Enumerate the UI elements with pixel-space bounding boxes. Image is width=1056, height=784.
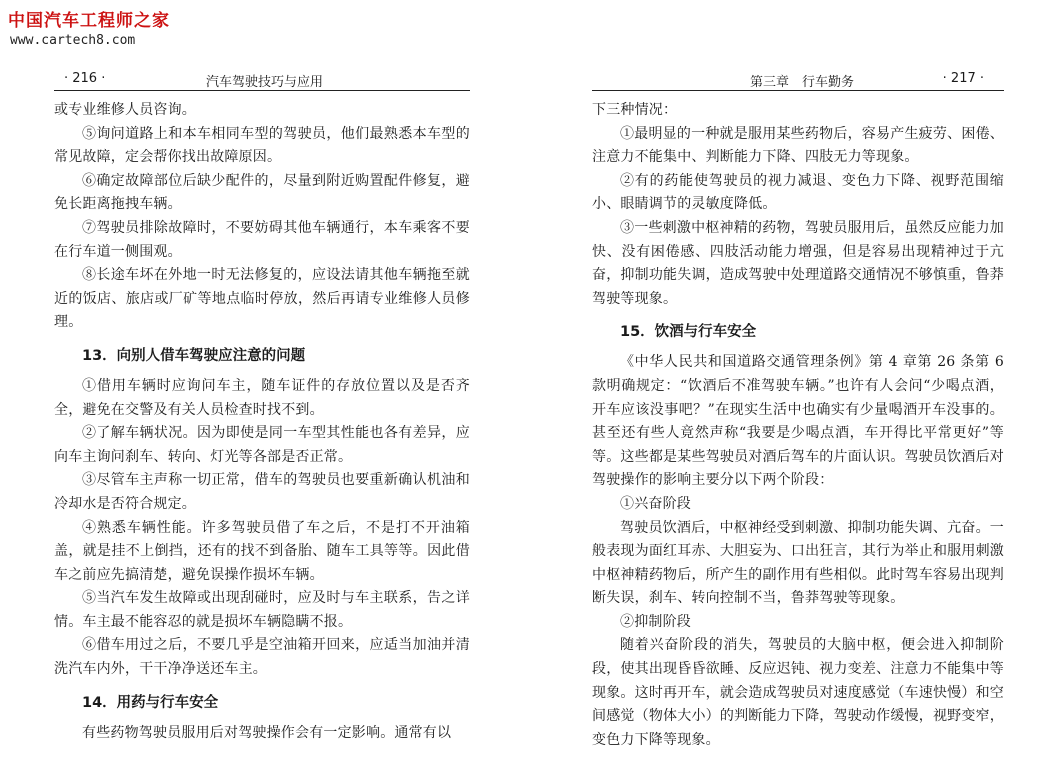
- left-page: [54, 62, 470, 745]
- paragraph: ②抑制阶段: [620, 613, 691, 630]
- right-page: [592, 62, 1004, 752]
- paragraph: ③尽管车主声称一切正常，借车的驾驶员也要重新确认机油和冷却水是否符合规定。: [54, 472, 470, 512]
- left-header-title: 汽车驾驶技巧与应用: [206, 75, 324, 90]
- right-page-number: · 217 ·: [942, 71, 984, 86]
- section-heading: 15．饮酒与行车安全: [620, 324, 757, 341]
- paragraph: ①兴奋阶段: [620, 495, 691, 512]
- paragraph: ⑤询问道路上和本车相同车型的驾驶员，他们最熟悉本车型的常见故障，定会帮你找出故障原因。: [54, 125, 470, 166]
- right-page-header: [592, 62, 1004, 91]
- watermark-logo-text: 中国汽车工程师之家: [8, 11, 170, 31]
- paragraph: ②了解车辆状况。因为即使是同一车型其性能也各有差异，应向车主询问刹车、转向、灯光等各部是否正常。: [54, 425, 470, 465]
- paragraph: 或专业维修人员咨询。: [54, 102, 196, 118]
- paragraph: 驾驶员饮酒后，中枢神经受到刺激、抑制功能失调、亢奋。一般表现为面红耳赤、大胆妄为、口出狂言，其行为举止和服用刺激中枢神精药物后，所产生的副作用有些相似。此时驾车容易出现判断失误，刹车、转向控制不当，鲁莽驾驶等现象。: [592, 519, 1004, 607]
- left-page-number: · 216 ·: [64, 71, 106, 86]
- paragraph: 《中华人民共和国道路交通管理条例》第 4 章第 26 条第 6 款明确规定：“饮酒后不准驾驶车辆。”也许有人会问“少喝点酒，开车应该没事吧？”在现实生活中也确实有少量喝酒开车没事的。甚至还有些人竟然声称“我要是少喝点酒，车开得比平常更好”等等。这些都是某些驾驶员对酒后驾车的片面认识。驾驶员饮酒后对驾驶操作的影响主要分以下两个阶段：: [592, 354, 1004, 489]
- paragraph: ⑤当汽车发生故障或出现刮碰时，应及时与车主联系，告之详情。车主最不能容忍的就是损坏车辆隐瞒不报。: [54, 590, 470, 630]
- paragraph: ②有的药能使驾驶员的视力减退、变色力下降、视野范围缩小、眼睛调节的灵敏度降低。: [592, 172, 1004, 213]
- paragraph: ①最明显的一种就是服用某些药物后，容易产生疲劳、困倦、注意力不能集中、判断能力下降、四肢无力等现象。: [592, 125, 1004, 166]
- paragraph: ⑥借车用过之后，不要几乎是空油箱开回来，应适当加油并清洗汽车内外，干干净净送还车主。: [54, 637, 470, 678]
- paragraph: ④熟悉车辆性能。许多驾驶员借了车之后，不是打不开油箱盖，就是挂不上倒挡，还有的找不到备胎、随车工具等等。因此借车之前应先搞清楚，避免误操作损坏车辆。: [54, 519, 470, 583]
- paragraph: ⑦驾驶员排除故障时，不要妨碍其他车辆通行，本车乘客不要在行车道一侧围观。: [54, 219, 470, 260]
- paragraph: ⑧长途车坏在外地一时无法修复的，应设法请其他车辆拖至就近的饭店、旅店或厂矿等地点临时停放，然后再请专业维修人员修理。: [54, 267, 470, 331]
- paragraph: 下三种情况：: [592, 102, 678, 118]
- left-page-header: [54, 62, 470, 91]
- paragraph: 随着兴奋阶段的消失，驾驶员的大脑中枢，便会进入抑制阶段，使其出现昏昏欲睡、反应迟钝、视力变差、注意力不能集中等现象。这时再开车，就会造成驾驶员对速度感觉（车速快慢）和空间感觉（物体大小）的判断能力下降，驾驶动作缓慢，视野变窄，变色力下降等现象。: [592, 637, 1004, 748]
- paragraph: 有些药物驾驶员服用后对驾驶操作会有一定影响。通常有以: [82, 724, 452, 741]
- section-heading: 14．用药与行车安全: [82, 694, 219, 711]
- watermark-url: www.cartech8.com: [10, 33, 136, 48]
- right-header-title: 第三章 行车勤务: [750, 75, 855, 90]
- right-page-body: [592, 99, 1004, 752]
- left-page-body: [54, 99, 470, 745]
- paragraph: ⑥确定故障部位后缺少配件的，尽量到附近购置配件修复，避免长距离拖拽车辆。: [54, 172, 470, 213]
- paragraph: ③一些刺激中枢神精的药物，驾驶员服用后，虽然反应能力加快、没有困倦感、四肢活动能力增强，但是容易出现精神过于亢奋，抑制功能失调，造成驾驶中处理道路交通情况不够慎重，鲁莽驾驶等现象。: [592, 219, 1004, 307]
- paragraph: ①借用车辆时应询问车主，随车证件的存放位置以及是否齐全，避免在交警及有关人员检查时找不到。: [54, 377, 470, 418]
- section-heading: 13．向别人借车驾驶应注意的问题: [82, 347, 306, 364]
